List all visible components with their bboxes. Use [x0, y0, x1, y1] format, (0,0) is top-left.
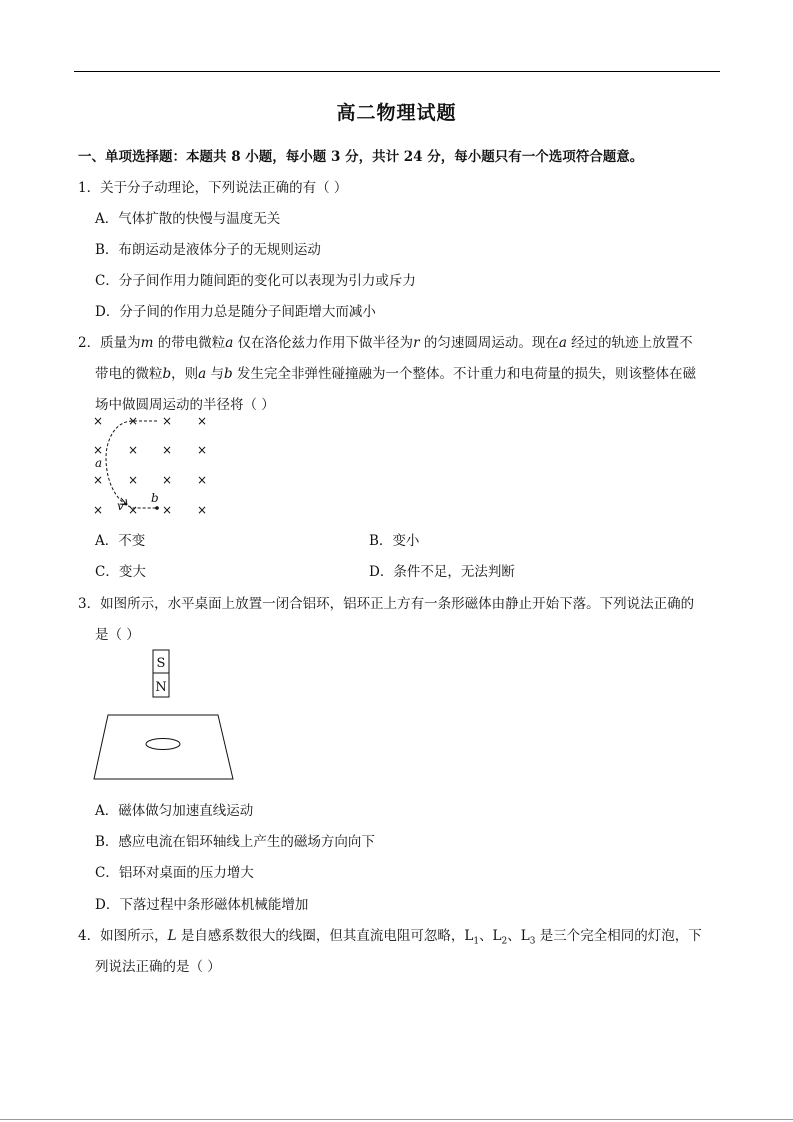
label-a: a — [95, 456, 103, 470]
field-cross: × — [127, 503, 139, 517]
question-3-stem-line2: 是（ ） — [95, 627, 140, 643]
field-cross: × — [161, 443, 173, 457]
field-cross: × — [196, 473, 208, 487]
field-cross: × — [92, 473, 104, 487]
q3-option-d: D．下落过程中条形磁体机械能增加 — [95, 897, 309, 913]
label-s: S — [156, 656, 166, 671]
section-heading: 一、单项选择题：本题共 8 小题，每小题 3 分，共计 24 分，每小题只有一个选项符合题意。 — [78, 149, 644, 165]
question-2-stem-line1: 2．质量为m 的带电微粒a 仅在洛伦兹力作用下做半径为r 的匀速圆周运动。现在a 经过的轨迹上放置不 — [78, 335, 693, 351]
field-cross: × — [92, 414, 104, 428]
question-1-stem: 1．关于分子动理论，下列说法正确的有（ ） — [78, 180, 348, 196]
question-4-stem-line1: 4．如图所示，L 是自感系数很大的线圈，但其直流电阻可忽略，$L_1$、$L_2$、$L_3$ 是三个完全相同的灯泡，下 — [78, 928, 702, 947]
q3-option-c: C．铝环对桌面的压力增大 — [95, 865, 254, 881]
q3-option-a: A．磁体做匀加速直线运动 — [95, 803, 254, 819]
q1-option-c: C．分子间作用力随间距的变化可以表现为引力或斥力 — [95, 273, 416, 289]
desk-surface — [94, 715, 233, 779]
question-3-stem-line1: 3．如图所示，水平桌面上放置一闭合铝环，铝环正上方有一条形磁体由静止开始下落。下列说法正确的 — [78, 596, 695, 612]
footer-rule — [0, 1119, 793, 1120]
q2-option-c: C．变大 — [95, 564, 146, 580]
field-cross: × — [127, 473, 139, 487]
q1-option-d: D．分子间的作用力总是随分子间距增大而减小 — [95, 304, 376, 320]
q2-option-b: B．变小 — [369, 533, 420, 549]
q2-magnetic-field-figure — [85, 410, 225, 522]
field-cross: × — [127, 414, 139, 428]
field-cross: × — [161, 414, 173, 428]
trajectory-arc — [106, 421, 157, 508]
particle-b-dot — [155, 506, 159, 510]
field-cross: × — [196, 503, 208, 517]
field-cross: × — [92, 503, 104, 517]
field-cross: × — [161, 503, 173, 517]
label-n: N — [155, 680, 167, 695]
field-cross: × — [127, 443, 139, 457]
field-cross: × — [92, 443, 104, 457]
question-2-stem-line2: 带电的微粒b，则a 与b 发生完全非弹性碰撞融为一个整体。不计重力和电荷量的损失，则该整体在磁 — [95, 366, 696, 382]
label-v: v — [117, 499, 124, 513]
page-title: 高二物理试题 — [336, 102, 457, 124]
q1-option-a: A．气体扩散的快慢与温度无关 — [95, 211, 281, 227]
q1-option-b: B．布朗运动是液体分子的无规则运动 — [95, 242, 321, 258]
field-cross: × — [161, 473, 173, 487]
label-b: b — [151, 491, 159, 505]
q3-option-b: B．感应电流在铝环轴线上产生的磁场方向向下 — [95, 834, 375, 850]
q2-option-d: D．条件不足，无法判断 — [369, 564, 515, 580]
question-4-stem-line2: 列说法正确的是（ ） — [95, 959, 221, 975]
q2-option-a: A．不变 — [95, 533, 146, 549]
q3-magnet-ring-figure — [92, 648, 237, 783]
field-cross: × — [196, 443, 208, 457]
question-2-stem-line3: 场中做圆周运动的半径将（ ） — [95, 397, 275, 413]
header-rule — [74, 71, 720, 72]
field-cross: × — [196, 414, 208, 428]
